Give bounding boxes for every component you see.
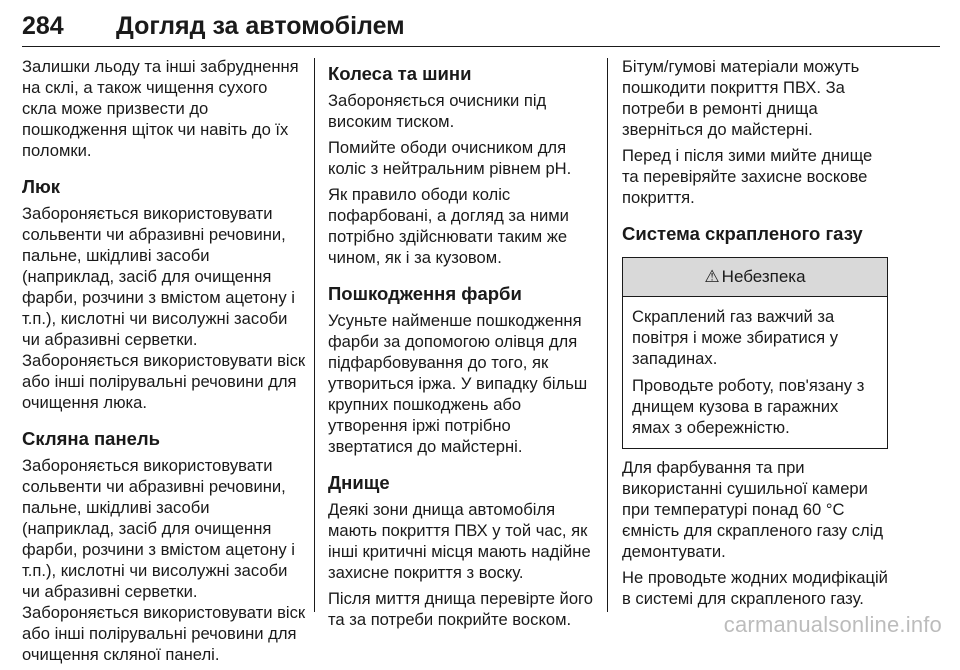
danger-paragraph-heavier-than-air: Скраплений газ важчий за повітря і може збиратися у западинах. [632, 307, 838, 368]
paragraph-bitumen: Бітум/гумові матеріали можуть пошкодити покриття ПВХ. За потреби в ремонті днища зверніться до майстерні. [622, 57, 860, 139]
danger-header [623, 258, 887, 297]
paragraph-underbody-coating: Деякі зони днища автомобіля мають покриття ПВХ у той час, як інші критичні місця мають надійне захисне покриття з воску. [328, 500, 591, 582]
heading-lpg-system: Система скрапленого газу [622, 223, 863, 244]
paragraph-wheel-cleaner: Помийте ободи очисником для коліс з нейтральним рівнем pH. [328, 138, 572, 178]
paragraph-no-modifications: Не проводьте жодних модифікацій в системі для скрапленого газу. [622, 568, 888, 608]
paragraph-painted-wheels: Як правило ободи коліс пофарбовані, а догляд за ними потрібно здійснювати таким же чином, як і за кузовом. [328, 185, 569, 267]
paragraph-glass-panel: Забороняється використовувати сольвенти чи абразивні речовини, пальне, шкідливі засоби (наприклад, засіб для очищення фарби, розчини з вмістом ацетону і т.п.), кислотні чи висолужні засоби чи абразивні серветки. Забороняється використовувати віск або інші полірувальні речовини для очищення скляної панелі. [22, 456, 306, 664]
danger-box [622, 257, 888, 449]
danger-paragraph-pit-caution: Проводьте роботу, пов'язану з днищем кузова в гаражних ямах з обережністю. [632, 376, 865, 437]
paragraph-paint-damage: Усуньте найменше пошкодження фарби за допомогою олівця для підфарбовування до того, як утвориться іржа. У випадку більш крупних пошкоджень або утворення іржі потрібно звертатися до майстерні. [328, 311, 588, 456]
heading-sunroof: Люк [22, 176, 61, 197]
heading-paint-damage: Пошкодження фарби [328, 283, 522, 304]
paragraph-sunroof: Забороняється використовувати сольвенти чи абразивні речовини, пальне, шкідливі засоби (наприклад, засіб для очищення фарби, розчини з вмістом ацетону і т.п.), кислотні чи висолужні засоби чи абразивні серветки. Забороняється використовувати віск або інші полірувальні речовини для очищення люка. [22, 204, 306, 412]
column-1 [22, 56, 306, 670]
heading-glass-panel: Скляна панель [22, 428, 161, 449]
paragraph-pressure-cleaners: Забороняється очисники під високим тиском. [328, 91, 547, 131]
column-divider-2 [607, 58, 608, 612]
column-2 [328, 56, 598, 635]
heading-underbody: Днище [328, 472, 390, 493]
page-header [22, 6, 940, 47]
danger-body [623, 297, 887, 448]
danger-title: Небезпека [721, 267, 806, 286]
warning-triangle-icon: ⚠ [704, 267, 720, 286]
paragraph-winter-wash: Перед і після зими мийте днище та перевіряйте захисне воскове покриття. [622, 146, 873, 207]
page-number: 284 [22, 11, 64, 40]
chapter-title: Догляд за автомобілем [116, 11, 405, 40]
heading-wheels-tyres: Колеса та шини [328, 63, 472, 84]
column-divider-1 [314, 58, 315, 612]
watermark: carmanualsonline.info [723, 612, 942, 637]
paragraph-underbody-wax: Після миття днища перевірте його та за потреби покрийте воском. [328, 589, 593, 629]
column-3 [622, 56, 888, 614]
paragraph-ice-residue: Залишки льоду та інші забруднення на склі, а також чищення сухого скла може призвести до пошкодження щіток чи навіть до їх поломки. [22, 57, 299, 160]
paragraph-paint-drying: Для фарбування та при використанні сушильної камери при температурі понад 60 °C ємність для скрапленого газу слід демонтувати. [622, 458, 884, 561]
